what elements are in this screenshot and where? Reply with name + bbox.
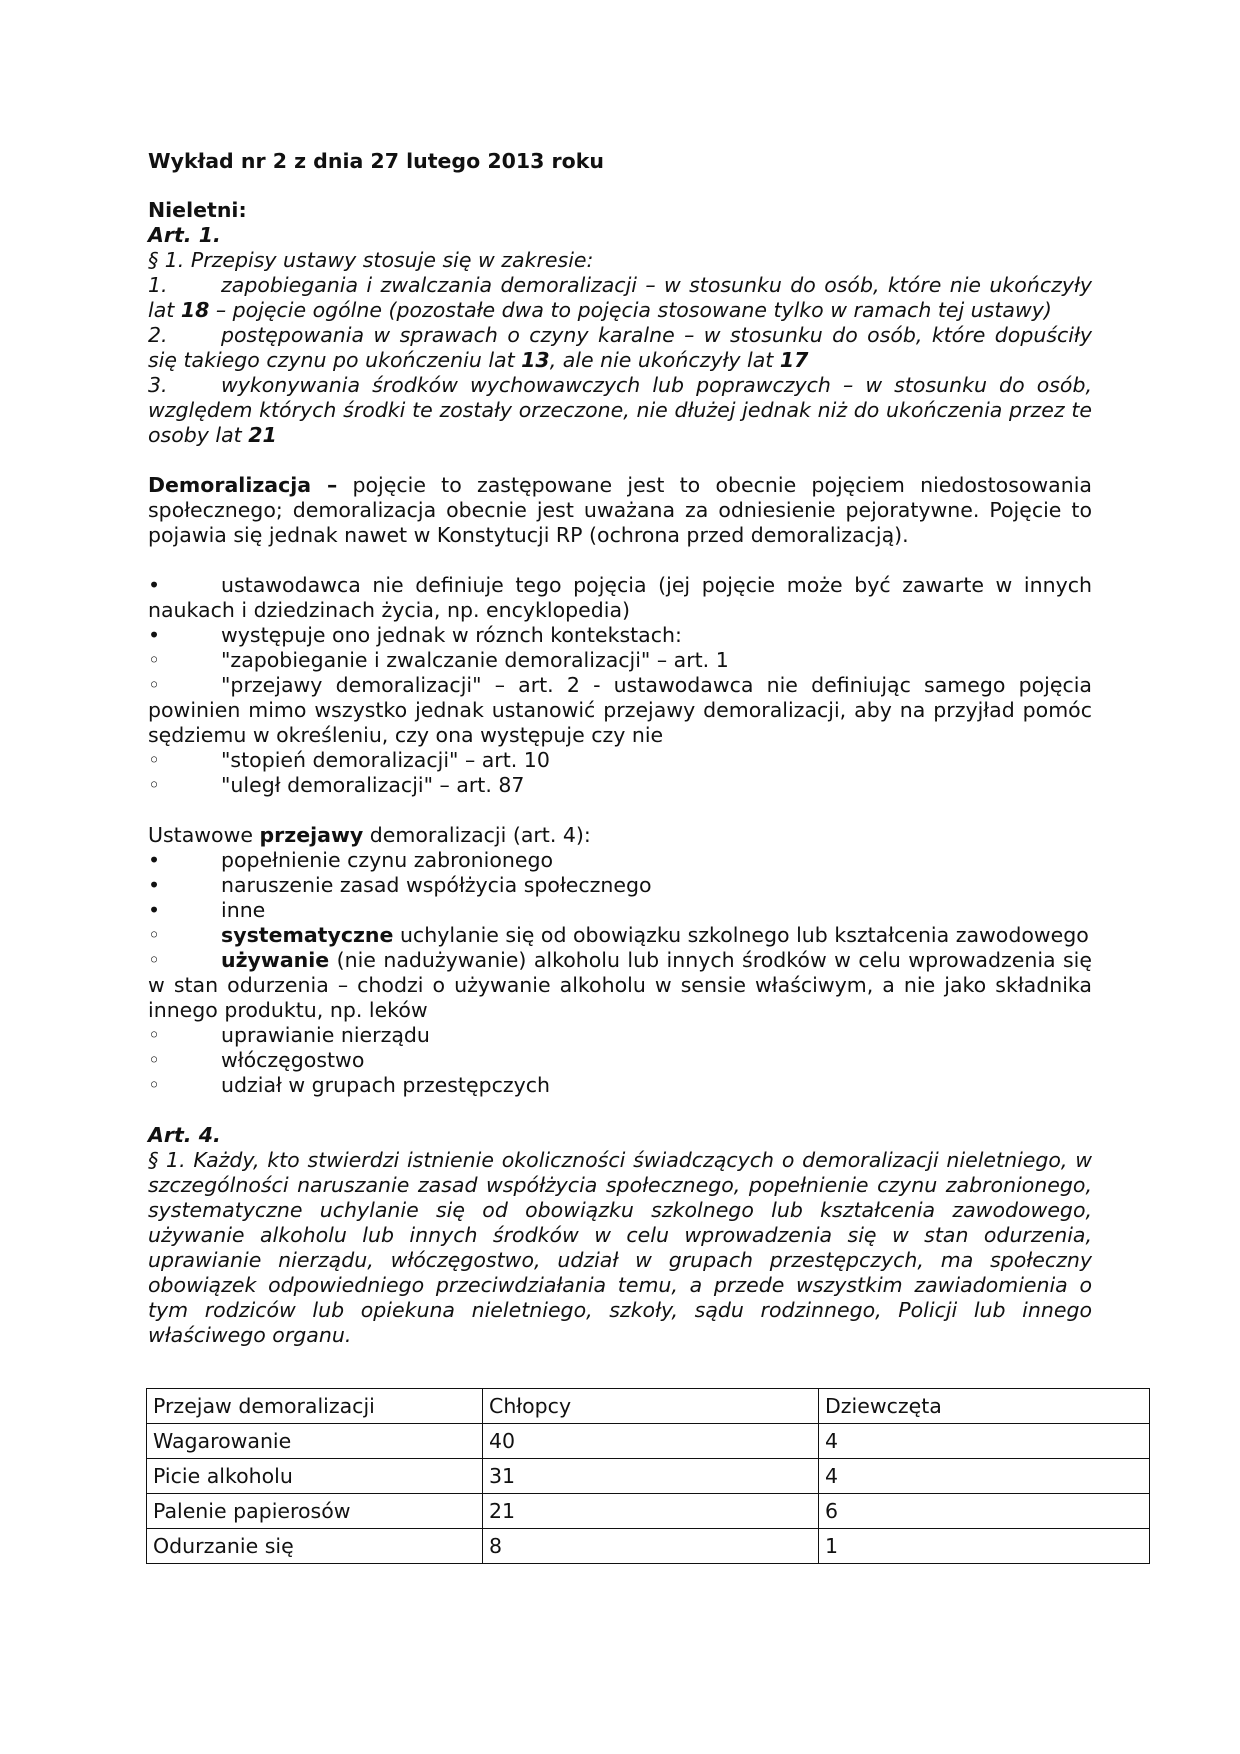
list-item: [148, 748, 1092, 773]
list-item: [148, 948, 1092, 1023]
section-heading-nieletni: Nieletni:: [148, 198, 247, 222]
list-item: [148, 923, 1092, 948]
bullet-icon: •: [148, 848, 161, 872]
item-number: 1.: [148, 273, 168, 297]
item-number: 2.: [148, 323, 168, 347]
przejawy-list: [148, 848, 1092, 1098]
demoralizacja-term: Demoralizacja –: [148, 473, 338, 497]
item-text: zapobiegania i zwalczania demoralizacji – w stosunku do osób, które nie ukończyły lat: [148, 273, 1092, 322]
article-1-paragraph: § 1. Przepisy ustawy stosuje się w zakresie:: [148, 248, 594, 272]
list-item-text: udział w grupach przestępczych: [221, 1073, 551, 1097]
item-text-cont: , ale nie ukończyły lat: [549, 348, 780, 372]
table-cell: Odurzanie się: [147, 1529, 483, 1564]
list-item-text: inne: [221, 898, 266, 922]
table-cell: 6: [819, 1494, 1150, 1529]
table-header-row: [147, 1389, 1150, 1424]
table-header-cell: Przejaw demoralizacji: [147, 1389, 483, 1424]
bullet-icon: •: [148, 573, 161, 597]
document-page: [148, 137, 1092, 1348]
sub-bullet-icon: ◦: [148, 673, 161, 697]
demoralizacja-paragraph: [148, 473, 1092, 548]
przejawy-intro-text: Ustawowe: [148, 823, 260, 847]
list-item-text: uchylanie się od obowiązku szkolnego lub kształcenia zawodowego: [393, 923, 1089, 947]
list-item-text: "stopień demoralizacji" – art. 10: [221, 748, 550, 772]
sub-bullet-icon: ◦: [148, 748, 161, 772]
item-text-cont: – pojęcie ogólne (pozostałe dwa to pojęcia stosowane tylko w ramach tej ustawy): [209, 298, 1052, 322]
przejawy-intro: [148, 823, 1092, 848]
list-item: [148, 623, 1092, 648]
table-cell: Palenie papierosów: [147, 1494, 483, 1529]
table-cell: Wagarowanie: [147, 1424, 483, 1459]
list-item: [148, 573, 1092, 623]
przejawy-intro-bold: przejawy: [259, 823, 364, 847]
list-item: [148, 1073, 1092, 1098]
sub-bullet-icon: ◦: [148, 923, 161, 947]
list-item-text: naruszenie zasad współżycia społecznego: [221, 873, 652, 897]
item-age: 13: [521, 348, 550, 372]
list-item: [148, 673, 1092, 748]
bullet-icon: •: [148, 623, 161, 647]
item-text: wykonywania środków wychowawczych lub poprawczych – w stosunku do osób, względem których środki te zostały orzeczone, nie dłużej jednak niż do ukończenia przez te osoby lat: [148, 373, 1092, 447]
sub-bullet-icon: ◦: [148, 773, 161, 797]
document-title: Wykład nr 2 z dnia 27 lutego 2013 roku: [148, 149, 604, 173]
list-item: [148, 1048, 1092, 1073]
item-age: 18: [180, 298, 210, 322]
list-item: [148, 898, 1092, 923]
table-cell: 1: [819, 1529, 1150, 1564]
demoralizacja-list: [148, 573, 1092, 798]
table-header-cell: Chłopcy: [483, 1389, 819, 1424]
item-age: 21: [248, 423, 277, 447]
list-item-text: ustawodawca nie definiuje tego pojęcia (jej pojęcie może być zawarte w innych naukach i dziedzinach życia, np. encyklopedia): [148, 573, 1092, 622]
list-item: [148, 848, 1092, 873]
table-cell: 21: [483, 1494, 819, 1529]
table-row: [147, 1494, 1150, 1529]
article-1-item: [148, 373, 1092, 448]
sub-bullet-icon: ◦: [148, 1023, 161, 1047]
demoralizacja-text: pojęcie to zastępowane jest to obecnie pojęciem niedostosowania społecznego; demoralizacja obecnie jest uważana za odniesienie pejoratywne. Pojęcie to pojawia się jednak nawet w Konstytucji RP (ochrona przed demoralizacją).: [148, 473, 1092, 547]
sub-bullet-icon: ◦: [148, 648, 161, 672]
table-header-cell: Dziewczęta: [819, 1389, 1150, 1424]
list-item-text: uprawianie nierządu: [221, 1023, 430, 1047]
list-item-bold: systematyczne: [221, 923, 394, 947]
demoralization-table: [146, 1388, 1150, 1564]
table-row: [147, 1424, 1150, 1459]
list-item-text: (nie nadużywanie) alkoholu lub innych środków w celu wprowadzenia się w stan odurzenia – chodzi o używanie alkoholu w sensie właściwym, a nie jako składnika innego produktu, np. leków: [148, 948, 1092, 1022]
list-item-bold: używanie: [221, 948, 330, 972]
article-1-heading: Art. 1.: [148, 223, 221, 247]
table-cell: 40: [483, 1424, 819, 1459]
article-1-item: [148, 323, 1092, 373]
table-cell: 4: [819, 1424, 1150, 1459]
item-text: postępowania w sprawach o czyny karalne – w stosunku do osób, które dopuściły się takiego czynu po ukończeniu lat: [148, 323, 1092, 372]
list-item-text: "uległ demoralizacji" – art. 87: [221, 773, 525, 797]
list-item-text: występuje ono jednak w róznch kontekstach:: [221, 623, 682, 647]
item-number: 3.: [148, 373, 168, 397]
table-cell: 31: [483, 1459, 819, 1494]
item-age-2: 17: [779, 348, 809, 372]
sub-bullet-icon: ◦: [148, 948, 161, 972]
table-row: [147, 1459, 1150, 1494]
list-item-text: "przejawy demoralizacji" – art. 2 - ustawodawca nie definiując samego pojęcia powinien mimo wszystko jednak ustanowić przejawy demoralizacji, aby na przyjład pomóc sędziemu w określeniu, czy ona występuje czy nie: [148, 673, 1092, 747]
table-row: [147, 1529, 1150, 1564]
sub-bullet-icon: ◦: [148, 1048, 161, 1072]
table-cell: 8: [483, 1529, 819, 1564]
przejawy-intro-text-cont: demoralizacji (art. 4):: [363, 823, 591, 847]
list-item: [148, 773, 1092, 798]
list-item-text: "zapobieganie i zwalczanie demoralizacji" – art. 1: [221, 648, 729, 672]
article-4-text: § 1. Każdy, kto stwierdzi istnienie okoliczności świadczących o demoralizacji nieletniego, w szczególności naruszanie zasad współżycia społecznego, popełnienie czynu zabronionego, systematyczne uchylanie się od obowiązku szkolnego lub kształcenia zawodowego, używanie alkoholu lub innych środków w celu wprowadzenia się w stan odurzenia, uprawianie nierządu, włóczęgostwo, udział w grupach przestępczych, ma społeczny obowiązek odpowiedniego przeciwdziałania temu, a przede wszystkim zawiadomienia o tym rodziców lub opiekuna nieletniego, szkoły, sądu rodzinnego, Policji lub innego właściwego organu.: [148, 1148, 1092, 1347]
table-cell: Picie alkoholu: [147, 1459, 483, 1494]
bullet-icon: •: [148, 898, 161, 922]
table-cell: 4: [819, 1459, 1150, 1494]
list-item-text: popełnienie czynu zabronionego: [221, 848, 554, 872]
list-item-text: włóczęgostwo: [221, 1048, 365, 1072]
list-item: [148, 873, 1092, 898]
article-1-item: [148, 273, 1092, 323]
sub-bullet-icon: ◦: [148, 1073, 161, 1097]
article-4-heading: Art. 4.: [148, 1123, 221, 1147]
list-item: [148, 648, 1092, 673]
bullet-icon: •: [148, 873, 161, 897]
list-item: [148, 1023, 1092, 1048]
